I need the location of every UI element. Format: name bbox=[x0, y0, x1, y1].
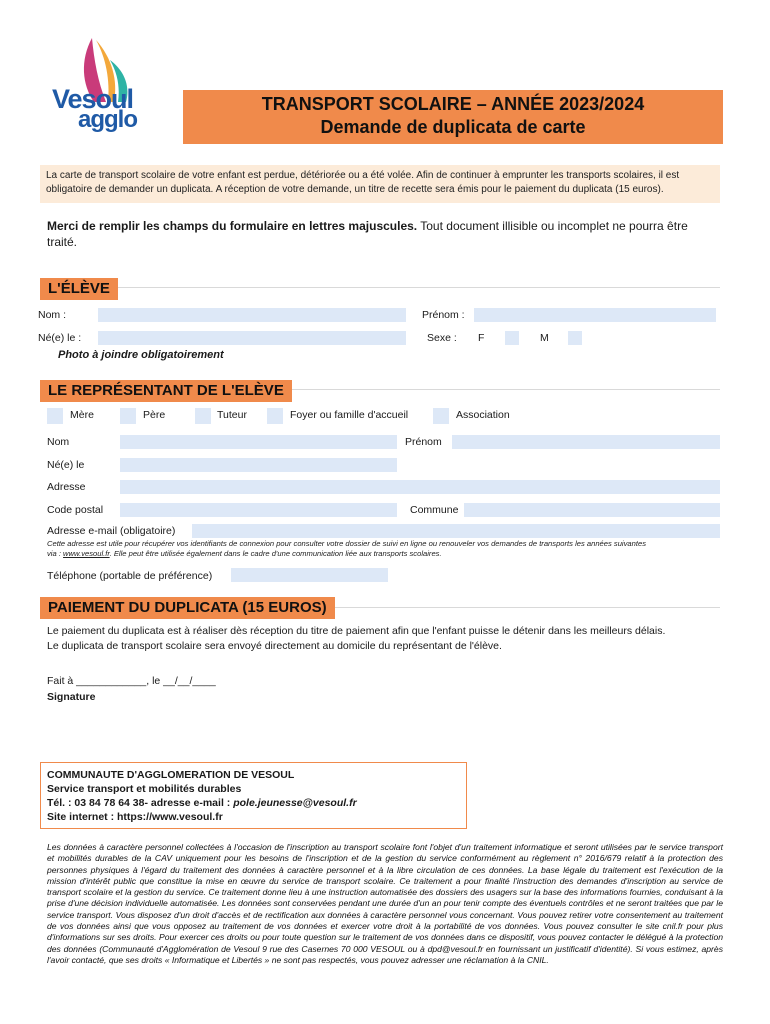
instructions-bold: Merci de remplir les champs du formulaire en lettres majuscules. bbox=[47, 219, 418, 233]
rep-cp-field[interactable] bbox=[120, 503, 397, 517]
contact-org: COMMUNAUTE D'AGGLOMERATION DE VESOUL bbox=[47, 769, 295, 781]
rep-email-field[interactable] bbox=[192, 524, 720, 538]
rep-adresse-label: Adresse bbox=[47, 481, 86, 493]
rep-nom-label: Nom bbox=[47, 436, 70, 448]
instructions-normal: Tout document illisible ou incomplet ne pourra être traité. bbox=[47, 219, 688, 249]
eleve-sexe-f-label: F bbox=[478, 332, 485, 344]
rep-association-label: Association bbox=[456, 409, 510, 421]
rep-email-label: Adresse e-mail (obligatoire) bbox=[47, 525, 176, 537]
contact-site[interactable]: Site internet : https://www.vesoul.fr bbox=[47, 811, 223, 823]
eleve-naissance-field[interactable] bbox=[98, 331, 406, 345]
eleve-prenom-label: Prénom : bbox=[422, 309, 465, 321]
eleve-nom-label: Nom : bbox=[38, 309, 67, 321]
rep-nom-field[interactable] bbox=[120, 435, 397, 449]
page-subtitle: Demande de duplicata de carte bbox=[320, 117, 586, 137]
paiement-line1: Le paiement du duplicata est à réaliser dès réception du titre de paiement afin que l'enfant puisse le détenir dans les meilleurs délais. bbox=[47, 625, 666, 637]
rep-tuteur-label: Tuteur bbox=[217, 409, 247, 421]
eleve-sexe-m-label: M bbox=[540, 332, 549, 344]
rep-commune-label: Commune bbox=[410, 504, 459, 516]
rep-naissance-field[interactable] bbox=[120, 458, 397, 472]
eleve-sexe-label: Sexe : bbox=[427, 332, 457, 344]
rep-foyer-checkbox[interactable] bbox=[267, 408, 283, 424]
rep-prenom-field[interactable] bbox=[452, 435, 720, 449]
eleve-prenom-field[interactable] bbox=[474, 308, 716, 322]
eleve-naissance-label: Né(e) le : bbox=[38, 332, 82, 344]
rep-tel-label: Téléphone (portable de préférence) bbox=[47, 570, 213, 582]
legal-notice: Les données à caractère personnel collectées à l'occasion de l'inscription au transport scolaire font l'objet d'un traitement informatique et seront utilisées par le service transport et mobilités durables de la CAV uniquement pour les besoins de l'inscription et de la gestion du service conformément au règlement n° 2016/679 relatif à la protection des personnes physiques à l'égard du traitement des données à caractère personnel et à la libre circulation de ces données. La base légale du traitement est l'exécution de la mission d'intérêt public que constitue la mise en œuvre du service de transport scolaire. Ce traitement a pour finalité l'instruction des demandes d'inscription au service de transport scolaire et la gestion du service. Ce traitement donne lieu à une instruction automatisée des dossiers des usagers sur la base des informations fournies, conduisant à la prise d'une décision individuelle automatisée. Les données sont conservées pendant une durée d'un an pour tenir compte des éventuels contrôles et ne seront traitées que par le service transport. Vous disposez d'un droit d'accès et de rectification aux données à caractère personnel vous concernant. Vous pouvez retirer votre consentement au traitement de vos données ainsi que vous opposez au traitement de vos données et exercer votre droit à la portabilité de vos données. Vous pouvez consulter le site cnil.fr pour plus d'informations sur ses droits. Pour exercer ces droits ou pour toute question sur le traitement de vos données dans ce dispositif, vous pouvez contacter le délégué à la protection des données (Communauté d'Agglomération de Vesoul 9 rue des Casernes 70 000 VESOUL ou à dpd@vesoul.fr en fournissant un justificatif d'identité). Si vous estimez, après l'avoir contacté, que ses droits « Informatique et Libertés » ne sont pas respectés, vous pouvez adresser une réclamation à la CNIL. bbox=[47, 842, 723, 965]
paiement-line2: Le duplicata de transport scolaire sera envoyé directement au domicile du représentant de l'élève. bbox=[47, 640, 502, 652]
eleve-divider bbox=[40, 287, 720, 288]
rep-mere-label: Mère bbox=[70, 409, 94, 421]
rep-commune-field[interactable] bbox=[464, 503, 720, 517]
rep-naissance-label: Né(e) le bbox=[47, 459, 85, 471]
section-eleve-title: L'ÉLÈVE bbox=[40, 278, 118, 300]
rep-foyer-label: Foyer ou famille d'accueil bbox=[290, 409, 409, 421]
rep-pere-checkbox[interactable] bbox=[120, 408, 136, 424]
photo-note: Photo à joindre obligatoirement bbox=[58, 349, 224, 361]
contact-email[interactable]: pole.jeunesse@vesoul.fr bbox=[233, 797, 357, 809]
contact-tel-email bbox=[47, 796, 460, 810]
contact-tel: Tél. : 03 84 78 64 38- adresse e-mail : bbox=[47, 797, 234, 809]
signature-label: Signature bbox=[47, 691, 96, 703]
vesoul-link[interactable]: www.vesoul.fr bbox=[63, 549, 110, 558]
rep-tuteur-checkbox[interactable] bbox=[195, 408, 211, 424]
rep-pere-label: Père bbox=[143, 409, 166, 421]
rep-cp-label: Code postal bbox=[47, 504, 104, 516]
rep-prenom-label: Prénom bbox=[405, 436, 442, 448]
vesoul-agglo-logo bbox=[50, 30, 160, 140]
rep-tel-field[interactable] bbox=[231, 568, 388, 582]
email-note-line2 bbox=[47, 549, 727, 559]
email-note bbox=[47, 539, 727, 559]
section-representant-title: LE REPRÉSENTANT DE L'ELÈVE bbox=[40, 380, 292, 402]
intro-box bbox=[40, 165, 720, 203]
header-banner bbox=[183, 90, 723, 144]
eleve-sexe-f-checkbox[interactable] bbox=[505, 331, 519, 345]
email-note-line1: Cette adresse est utile pour récupérer vos identifiants de connexion pour consulter votre dossier de suivi en ligne ou renouveler vos demandes de transports les années suivantes bbox=[47, 539, 646, 548]
page-title: TRANSPORT SCOLAIRE – ANNÉE 2023/2024 bbox=[261, 94, 645, 114]
rep-association-checkbox[interactable] bbox=[433, 408, 449, 424]
email-note-rest: . Elle peut être utilisée également dans le cadre d'une communication liée aux transports scolaires. bbox=[109, 549, 442, 558]
rep-mere-checkbox[interactable] bbox=[47, 408, 63, 424]
section-paiement-title: PAIEMENT DU DUPLICATA (15 EUROS) bbox=[40, 597, 335, 619]
logo-text-agglo: agglo bbox=[78, 106, 137, 133]
rep-adresse-field[interactable] bbox=[120, 480, 720, 494]
email-note-via: via : bbox=[47, 549, 64, 558]
fait-a-line: Fait à ____________, le __/__/____ bbox=[47, 675, 216, 687]
instructions bbox=[47, 218, 717, 250]
eleve-sexe-m-checkbox[interactable] bbox=[568, 331, 582, 345]
contact-box bbox=[40, 762, 467, 829]
intro-text: La carte de transport scolaire de votre enfant est perdue, détériorée ou a été volée. Afin de continuer à emprunter les transports scolaires, il est obligatoire de demander un duplicata. A réception de votre demande, un titre de recette sera émis pour le paiement du duplicata (15 euros). bbox=[46, 170, 680, 195]
eleve-nom-field[interactable] bbox=[98, 308, 406, 322]
logo-text-vesoul: Vesoul bbox=[52, 84, 134, 114]
contact-service: Service transport et mobilités durables bbox=[47, 783, 242, 795]
